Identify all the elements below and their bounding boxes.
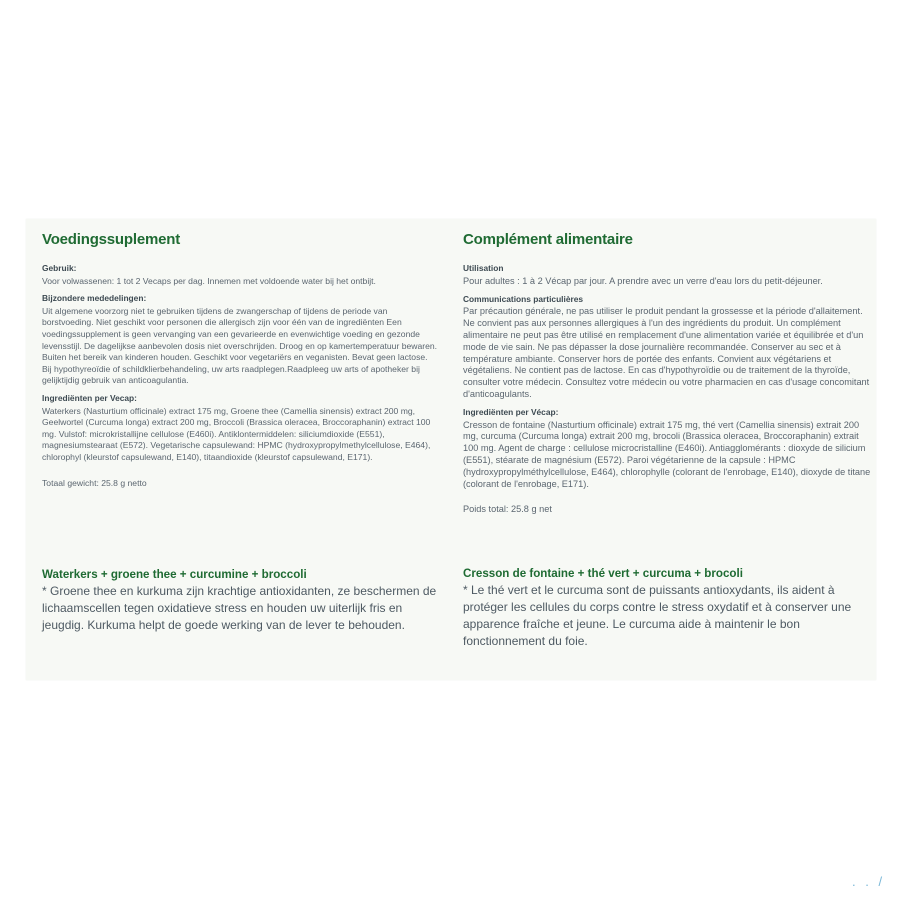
dutch-ingredients-text: Waterkers (Nasturtium officinale) extract 175 mg, Groene thee (Camellia sinensis) extract 200 mg, Geelwortel (Curcuma longa) extract 200 mg, Broccoli (Brassica oleracea, Broccoraphanin) extract 100 mg. Vulstof: microkristallijne cellulose (E460i). Antiklontermiddelen: siliciumdioxide (E551), magnesiumstearaat (E572). Vegetarische capsulewand: HPMC (hydroxypropylmethylcellulose, E464), chlorophyl (kleurstof capsulewand, E140), titaandioxide (kleurstof capsulewand, E171). <box>42 405 431 462</box>
french-usage-text: Pour adultes : 1 à 2 Vécap par jour. A prendre avec un verre d'eau lors du petit-déjeuner. <box>463 275 823 286</box>
dutch-body <box>42 263 438 489</box>
french-notes-text: Par précaution générale, ne pas utiliser le produit pendant la grossesse et la période d'allaitement. Ne convient pas aux personnes allergiques à l'un des ingrédients du produit. Un complément alimentaire ne peut pas être utilisé en remplacement d'une alimentation variée et équilibrée et d'un mode de vie sain. Ne pas dépasser la dose journalière recommandée. Conserver au sec et à température ambiante. Conserver hors de portée des enfants. Convient aux végétariens et végétaliens. Ne contient pas de lactose. En cas d'hypothyroïdie ou de traitement de la thyroïde, consulter votre médecin. Consultez votre médecin ou votre pharmacien en cas d'usage concomitant d'anticoagulants. <box>463 306 870 399</box>
dutch-slogan-text: * Groene thee en kurkuma zijn krachtige antioxidanten, ze beschermen de lichaamscellen tegen oxidatieve stress en houden uw uiterlijk fris en jeugdig. Kurkuma helpt de goede werking van de lever te behouden. <box>42 584 437 632</box>
french-ingredients-text: Cresson de fontaine (Nasturtium officinale) extrait 175 mg, thé vert (Camellia sinensis) extrait 200 mg, curcuma (Curcuma longa) extrait 200 mg, brocoli (Brassica oleracea, Broccoraphanin) extrait 100 mg. Agent de charge : cellulose microcristalline (E460i). Antiagglomérants : dioxyde de silicium (E551), stéarate de magnésium (E572). Paroi végétarienne de la capsule : HPMC (hydroxypropylméthylcellulose, E464), chlorophylle (colorant de l'enrobage, E140), dioxyde de titane (colorant de l'enrobage, E171). <box>463 419 871 489</box>
french-slogan-text: * Le thé vert et le curcuma sont de puissants antioxydants, ils aident à protéger les cellules du corps contre le stress oxydatif et à conserver une apparence fraîche et jeune. Le curcuma aide à maintenir le bon fonctionnement du foie. <box>463 583 852 648</box>
french-slogan <box>463 565 871 650</box>
french-slogan-title: Cresson de fontaine + thé vert + curcuma + brocoli <box>463 567 743 580</box>
dutch-slogan <box>42 566 438 634</box>
dutch-usage-section <box>42 263 438 287</box>
label-panel <box>26 219 876 680</box>
dutch-usage-text: Voor volwassenen: 1 tot 2 Vecaps per dag. Innemen met voldoende water bij het ontbijt. <box>42 275 376 286</box>
dutch-slogan-title: Waterkers + groene thee + curcumine + broccoli <box>42 568 307 581</box>
dutch-notes-title: Bijzondere mededelingen: <box>42 293 147 304</box>
dutch-title: Voedingssuplement <box>42 231 181 248</box>
french-usage-section <box>463 263 871 288</box>
french-ingredients-title: Ingrediënten per Vécap: <box>463 406 559 417</box>
french-weight: Poids total: 25.8 g net <box>463 504 552 515</box>
french-title: Complément alimentaire <box>463 231 633 248</box>
french-notes-title: Communications particulières <box>463 293 584 304</box>
dutch-weight: Totaal gewicht: 25.8 g netto <box>42 477 147 488</box>
french-body <box>463 263 871 516</box>
dutch-notes-text: Uit algemene voorzorg niet te gebruiken tijdens de zwangerschap of tijdens de periode van borstvoeding. Niet geschikt voor personen die allergisch zijn voor één van de ingrediënten Een voedingssupplement is geen vervanging van een gevarieerde en evenwichtige voeding en gezonde levensstijl. De dagelijkse aanbevolen dosis niet overschrijden. Droog en op kamertemperatuur bewaren. Buiten het bereik van kinderen houden. Geschikt voor vegetariërs en veganisten. Bevat geen lactose. Bij hypothyreoïdie of schildklierbehandeling, uw arts raadplegen.Raadpleeg uw arts of apotheker bij gelijktijdig gebruik van anticoagulantia. <box>42 305 438 386</box>
corner-mark: . . / <box>852 874 886 889</box>
french-usage-title: Utilisation <box>463 263 504 273</box>
dutch-ingredients-section <box>42 393 438 464</box>
dutch-notes-section <box>42 293 438 387</box>
dutch-ingredients-title: Ingrediënten per Vecap: <box>42 392 137 403</box>
dutch-usage-title: Gebruik: <box>42 263 77 273</box>
french-ingredients-section <box>463 407 871 491</box>
french-notes-section <box>463 294 871 401</box>
